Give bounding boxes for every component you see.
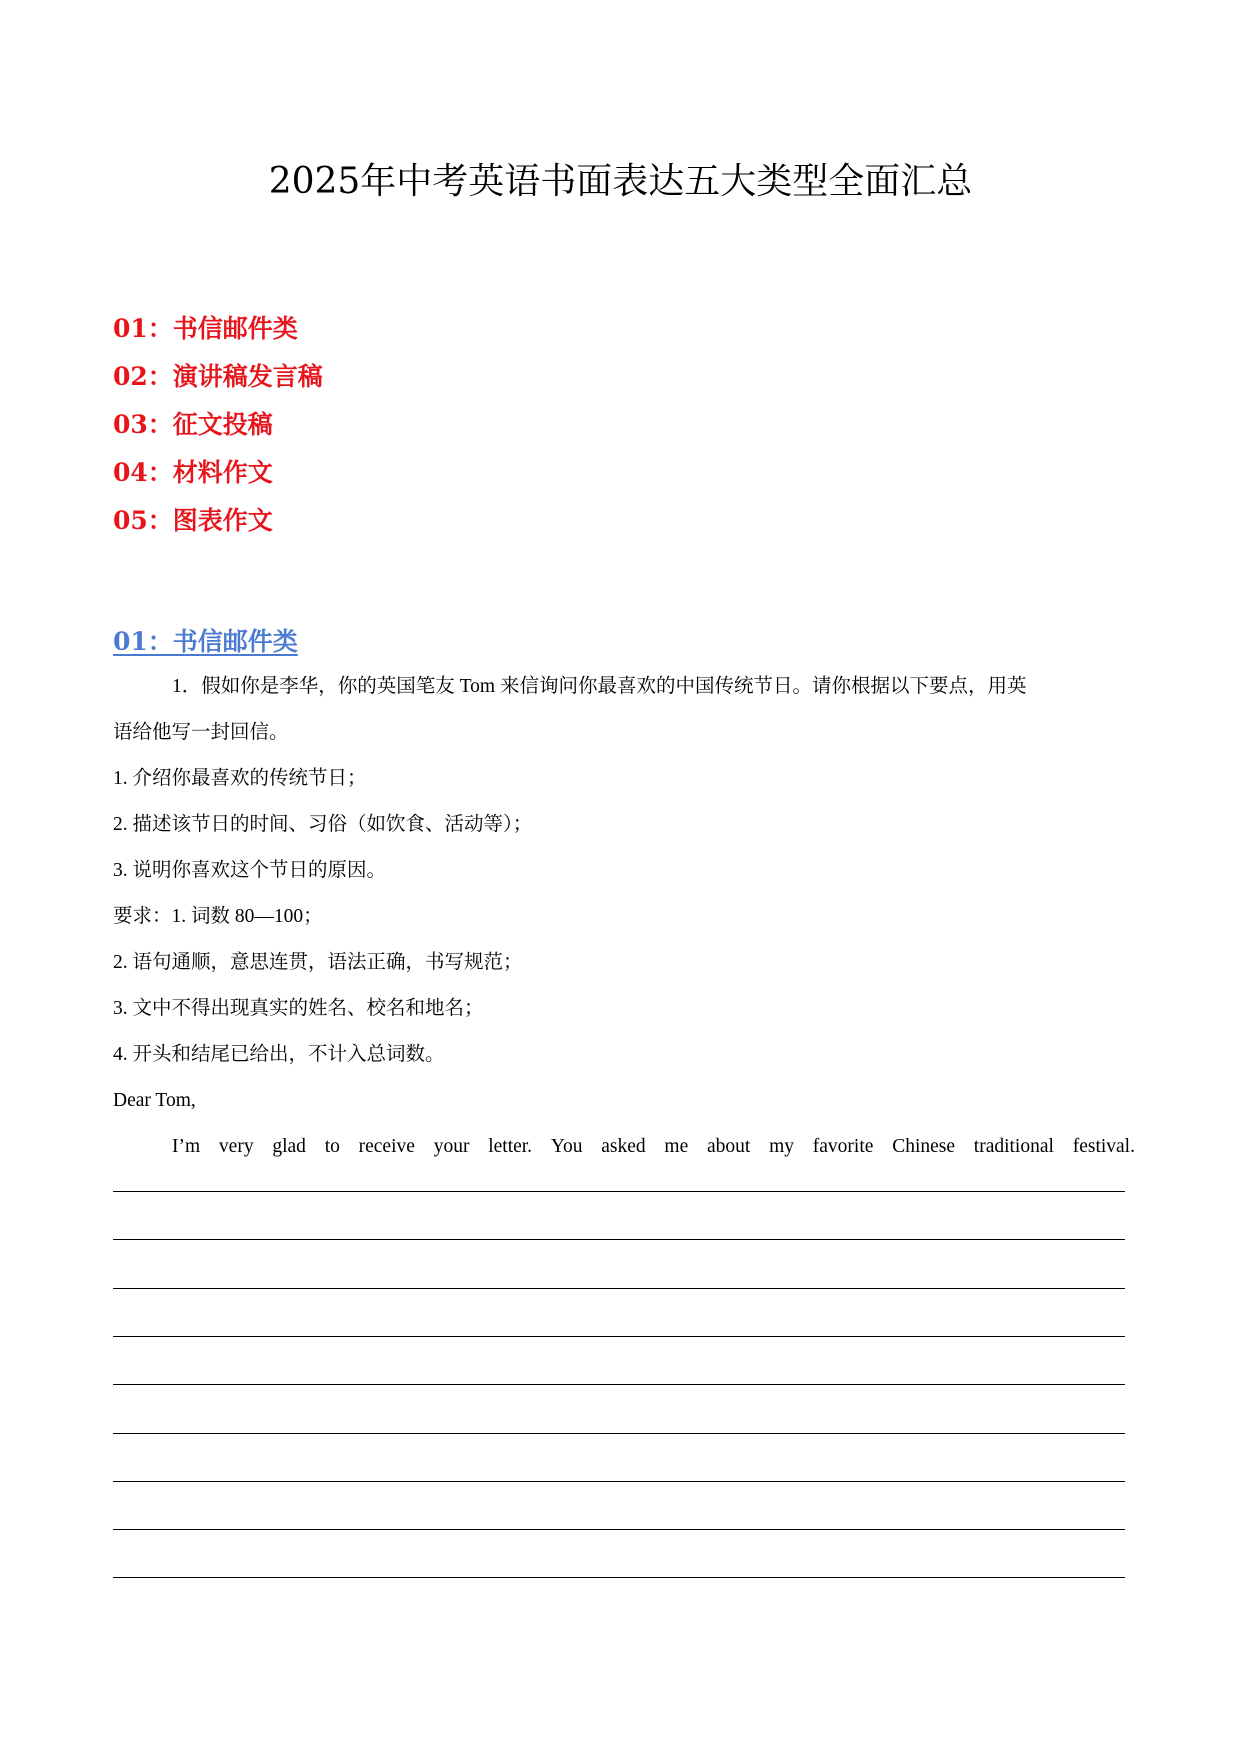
page-title: 2025年中考英语书面表达五大类型全面汇总 xyxy=(268,161,973,202)
question-text-line-1: 1．假如你是李华，你的英国笔友 Tom 来信询问你最喜欢的中国传统节日。请你根据以下要点，用英 xyxy=(172,676,1027,697)
requirement-1: 要求：1. 词数 80—100； xyxy=(113,906,323,927)
opening-word: asked xyxy=(601,1136,646,1157)
toc-item-material-writing[interactable]: 04：材料作文 xyxy=(113,458,273,487)
opening-sentence xyxy=(113,1124,1135,1170)
opening-word: your xyxy=(433,1136,470,1157)
opening-word: about xyxy=(707,1136,751,1157)
opening-word: to xyxy=(324,1136,340,1157)
answer-line[interactable] xyxy=(113,1433,1125,1434)
answer-line[interactable] xyxy=(113,1529,1125,1530)
toc-item-speech[interactable]: 02：演讲稿发言稿 xyxy=(113,362,323,391)
table-of-contents xyxy=(113,305,323,545)
point-3: 3. 说明你喜欢这个节日的原因。 xyxy=(113,860,387,881)
section-heading-letters[interactable]: 01：书信邮件类 xyxy=(113,627,298,656)
answer-line[interactable] xyxy=(113,1384,1125,1385)
opening-word: I’m xyxy=(172,1136,201,1157)
point-1: 1. 介绍你最喜欢的传统节日； xyxy=(113,768,367,789)
opening-word: traditional xyxy=(973,1136,1054,1157)
toc-item-essay-submission[interactable]: 03：征文投稿 xyxy=(113,410,273,439)
question-text-line-2: 语给他写一封回信。 xyxy=(113,722,289,743)
opening-word: Chinese xyxy=(892,1136,956,1157)
requirement-4: 4. 开头和结尾已给出，不计入总词数。 xyxy=(113,1044,445,1065)
answer-line[interactable] xyxy=(113,1481,1125,1482)
answer-line[interactable] xyxy=(113,1191,1125,1192)
answer-line[interactable] xyxy=(113,1239,1125,1240)
opening-word: favorite xyxy=(812,1136,874,1157)
answer-line[interactable] xyxy=(113,1577,1125,1578)
opening-word: my xyxy=(769,1136,795,1157)
toc-item-chart-writing[interactable]: 05：图表作文 xyxy=(113,506,273,535)
opening-word: festival. xyxy=(1072,1136,1135,1157)
answer-line[interactable] xyxy=(113,1288,1125,1289)
opening-word: me xyxy=(664,1136,689,1157)
requirement-2: 2. 语句通顺，意思连贯，语法正确，书写规范； xyxy=(113,952,523,973)
toc-item-letters[interactable]: 01：书信邮件类 xyxy=(113,314,298,343)
opening-word: receive xyxy=(358,1136,415,1157)
answer-line[interactable] xyxy=(113,1336,1125,1337)
opening-word: You xyxy=(550,1136,583,1157)
requirement-3: 3. 文中不得出现真实的姓名、校名和地名； xyxy=(113,998,484,1019)
point-2: 2. 描述该节日的时间、习俗（如饮食、活动等）； xyxy=(113,814,533,835)
salutation: Dear Tom, xyxy=(113,1090,196,1111)
opening-word: glad xyxy=(272,1136,306,1157)
opening-word: letter. xyxy=(488,1136,533,1157)
opening-word: very xyxy=(218,1136,254,1157)
